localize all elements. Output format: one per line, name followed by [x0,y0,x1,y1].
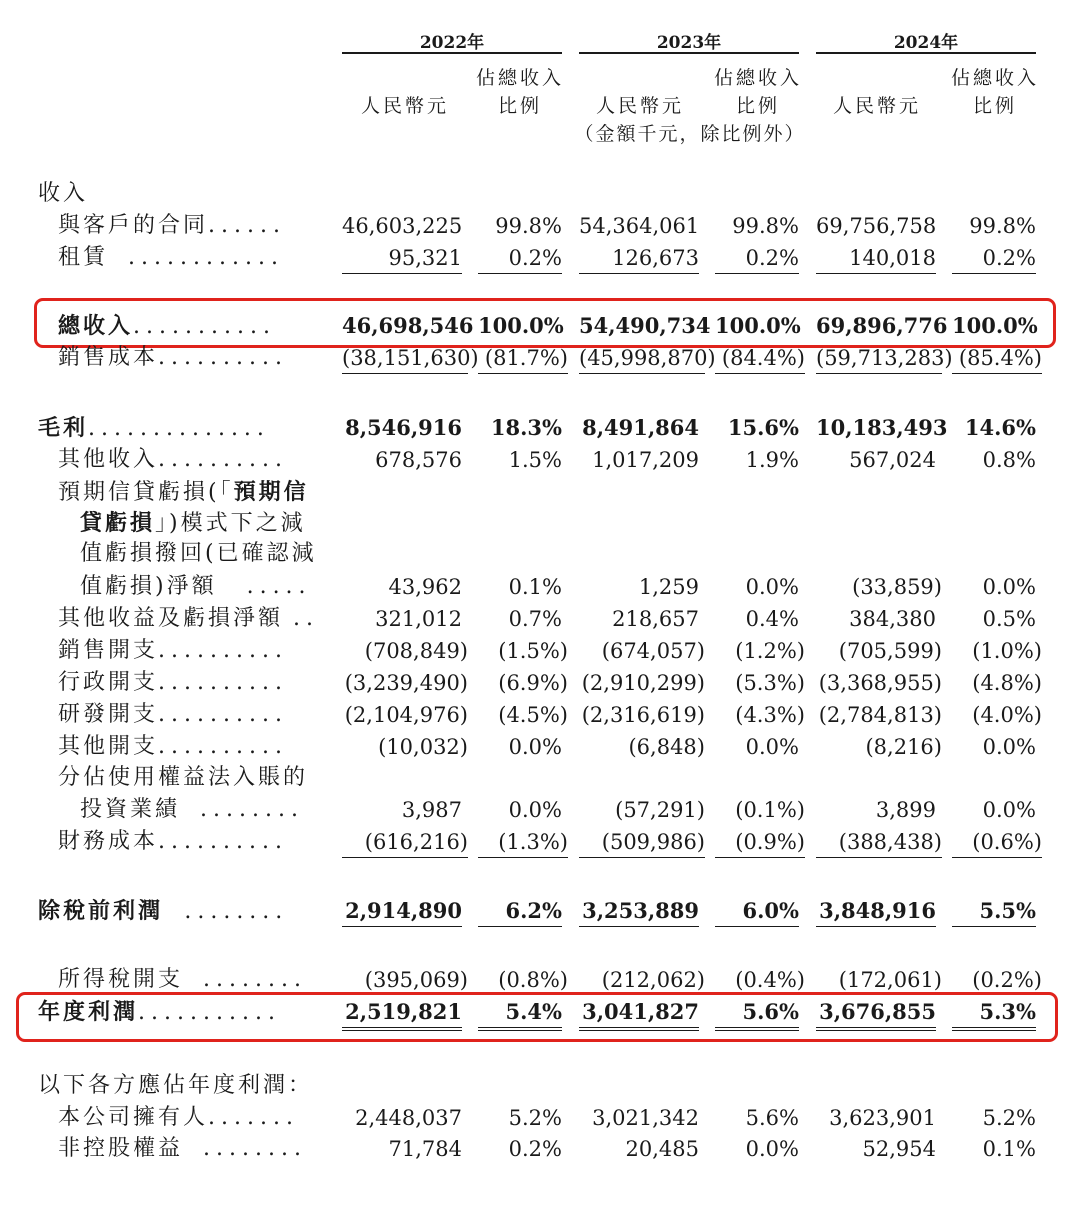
value-2022-amount: 46,698,546 [342,313,474,338]
value-2024-pct: 99.8% [969,214,1036,238]
row-label: 銷售開支.......... [58,638,288,663]
value-2022-pct: 99.8% [495,214,562,238]
table-row [0,1103,1080,1135]
value-2024-amount: 3,623,901 [829,1106,936,1130]
value-2023-pct: 5.6% [745,1106,799,1130]
value-2024-amount: (172,061) [838,968,942,992]
value-2024-pct: (0.6%) [952,827,1042,858]
table-row [0,700,1080,732]
value-2022-amount: (3,239,490) [344,671,468,695]
value-2024-pct: (4.8%) [972,671,1042,695]
row-label: 分佔使用權益法入賬的 [58,765,309,790]
row-label: 毛利.............. [38,415,270,441]
col-header-pct-2022-line2: 比例 [497,95,542,117]
value-2024-amount: (388,438) [816,827,942,858]
value-2024-amount: (33,859) [852,575,942,599]
row-label: 所得稅開支 ........ [58,967,307,992]
value-2022-amount: 8,546,916 [345,415,462,440]
value-2024-amount: (2,784,813) [818,703,942,727]
value-2024-amount: 3,848,916 [816,896,936,927]
value-2023-pct: (0.1%) [735,798,805,822]
value-2022-amount: (395,069) [364,968,468,992]
value-2022-pct: (1.5%) [498,639,568,663]
table-row-label-continued [0,763,1080,795]
value-2023-pct: 100.0% [715,313,801,338]
table-row-profit-before-tax [0,896,1080,928]
value-2024-pct: 14.6% [964,415,1036,440]
value-2022-pct: 1.5% [508,448,562,472]
value-2022-pct: (6.9%) [498,671,568,695]
value-2024-pct: 0.5% [982,607,1036,631]
value-2024-pct: 0.2% [952,243,1036,274]
value-2022-pct: 0.7% [508,607,562,631]
value-2023-amount: 1,017,209 [592,448,699,472]
value-2024-amount: 140,018 [816,243,936,274]
value-2023-amount: 1,259 [638,575,699,599]
highlight-profit-for-year [16,992,1058,1042]
value-2024-pct: 0.1% [982,1137,1036,1161]
col-header-pct-2022-line1: 佔總收入 [475,67,564,89]
value-2023-amount: (2,316,619) [581,703,705,727]
row-label: 行政開支.......... [58,670,288,695]
value-2023-amount: (45,998,870) [579,343,705,374]
row-label: 貸虧損」)模式下之減 [80,510,306,536]
value-2024-pct: 5.5% [952,896,1036,927]
value-2022-pct: 0.0% [508,798,562,822]
value-2024-amount: 3,676,855 [816,997,936,1031]
col-header-amount-2023: 人民幣元 [595,95,684,117]
table-row [0,1134,1080,1166]
row-label: 以下各方應佔年度利潤： [38,1073,314,1098]
highlight-total-revenue [34,298,1056,348]
col-header-pct-2024-line1: 佔總收入 [950,67,1039,89]
value-2023-pct: (4.3%) [735,703,805,727]
value-2022-pct: 0.1% [508,575,562,599]
value-2024-pct: 100.0% [952,313,1038,338]
value-2022-amount: (2,104,976) [344,703,468,727]
row-label: 值虧損撥回(已確認減 [80,541,317,566]
table-row-gross-profit [0,413,1080,445]
value-2022-amount: 46,603,225 [342,214,463,238]
row-label: 預期信貸虧損(「預期信 [58,479,309,505]
value-2023-pct: 0.0% [745,735,799,759]
value-2023-pct: (5.3%) [735,671,805,695]
value-2022-amount: 2,914,890 [342,896,462,927]
value-2024-amount: 384,380 [849,607,936,631]
value-2023-amount: (212,062) [601,968,705,992]
value-2024-amount: 52,954 [862,1137,936,1161]
value-2022-pct: 6.2% [478,896,562,927]
value-2022-amount: 3,987 [401,798,462,822]
value-2023-pct: 15.6% [727,415,799,440]
value-2024-pct: 0.0% [982,798,1036,822]
value-2022-amount: 95,321 [342,243,462,274]
row-label: 年度利潤........... [38,999,281,1025]
value-2023-amount: 20,485 [625,1137,699,1161]
value-2022-pct: 5.2% [508,1106,562,1130]
row-label: 財務成本.......... [58,829,288,854]
table-row [0,243,1080,275]
table-row-revenue-heading [0,179,1080,211]
value-2022-pct: 5.4% [478,997,562,1031]
table-row [0,795,1080,827]
table-row [0,211,1080,243]
table-row [0,827,1080,859]
value-2022-pct: (4.5%) [498,703,568,727]
row-label: 與客戶的合同...... [58,213,286,238]
table-row-label-continued [0,539,1080,571]
row-label: 其他收益及虧損淨額 .. [58,606,320,631]
value-2023-pct: (84.4%) [715,343,805,374]
table-row-label-continued [0,477,1080,509]
value-2023-amount: 3,021,342 [592,1106,699,1130]
table-row [0,572,1080,604]
row-label: 總收入........... [58,313,276,339]
table-row [0,668,1080,700]
value-2023-pct: 5.6% [715,997,799,1031]
value-2023-amount: 126,673 [579,243,699,274]
value-2022-amount: (10,032) [378,735,468,759]
value-2023-amount: 54,364,061 [579,214,700,238]
value-2023-amount: (674,057) [601,639,705,663]
value-2024-amount: 3,899 [875,798,936,822]
value-2022-amount: 43,962 [388,575,462,599]
value-2022-amount: 321,012 [375,607,462,631]
table-row [0,343,1080,375]
value-2024-amount: 567,024 [849,448,936,472]
row-label: 投資業績 ........ [80,797,304,822]
unit-note: （金額千元，除比例外） [574,123,806,145]
value-2022-amount: 2,519,821 [342,997,462,1031]
value-2023-amount: (2,910,299) [581,671,705,695]
value-2024-amount: (8,216) [865,735,942,759]
value-2022-pct: 18.3% [490,415,562,440]
value-2023-pct: 6.0% [715,896,799,927]
year-header-2024: 2024年 [816,28,1036,54]
value-2024-pct: (0.2%) [972,968,1042,992]
row-label: 除稅前利潤 ........ [38,898,289,924]
value-2023-pct: 0.2% [715,243,799,274]
value-2022-amount: (616,216) [342,827,468,858]
value-2024-amount: (59,713,283) [816,343,942,374]
value-2024-pct: 5.3% [952,997,1036,1031]
table-row-label-continued [0,508,1080,540]
value-2022-pct: 0.2% [508,1137,562,1161]
value-2023-pct: (1.2%) [735,639,805,663]
value-2022-amount: (708,849) [364,639,468,663]
table-row [0,732,1080,764]
value-2024-amount: 10,183,493 [816,415,948,440]
table-row-attributable-heading [0,1071,1080,1103]
value-2023-amount: 3,253,889 [579,896,699,927]
value-2024-pct: 0.0% [982,735,1036,759]
value-2024-pct: (1.0%) [972,639,1042,663]
value-2023-pct: 0.0% [745,575,799,599]
value-2024-pct: 0.0% [982,575,1036,599]
value-2024-pct: (85.4%) [952,343,1042,374]
table-row [0,445,1080,477]
col-header-pct-2023-line2: 比例 [735,95,780,117]
value-2024-pct: (4.0%) [972,703,1042,727]
row-label: 值虧損)淨額 ..... [80,574,312,599]
value-2023-pct: 99.8% [732,214,799,238]
col-header-pct-2024-line2: 比例 [972,95,1017,117]
value-2023-amount: 54,490,734 [579,313,711,338]
value-2023-amount: (6,848) [628,735,705,759]
value-2024-amount: 69,756,758 [816,214,937,238]
value-2024-amount: 69,896,776 [816,313,948,338]
value-2023-pct: 1.9% [745,448,799,472]
value-2023-amount: (509,986) [579,827,705,858]
value-2023-amount: (57,291) [615,798,705,822]
col-header-amount-2024: 人民幣元 [832,95,921,117]
value-2023-pct: 0.4% [745,607,799,631]
value-2022-pct: (0.8%) [498,968,568,992]
row-label: 租賃 ............ [58,245,284,270]
value-2023-pct: (0.9%) [715,827,805,858]
value-2022-pct: (81.7%) [478,343,568,374]
table-row [0,636,1080,668]
value-2022-pct: 0.0% [508,735,562,759]
value-2024-amount: (705,599) [838,639,942,663]
value-2022-pct: (1.3%) [478,827,568,858]
value-2024-pct: 5.2% [982,1106,1036,1130]
col-header-pct-2023-line1: 佔總收入 [713,67,802,89]
value-2022-amount: 678,576 [375,448,462,472]
col-header-amount-2022: 人民幣元 [360,95,449,117]
row-label: 本公司擁有人....... [58,1105,299,1130]
year-header-2023: 2023年 [579,28,799,54]
value-2023-pct: 0.0% [745,1137,799,1161]
value-2023-amount: 8,491,864 [582,415,699,440]
row-label: 其他收入.......... [58,447,288,472]
row-label: 非控股權益 ........ [58,1136,307,1161]
row-label: 收入 [38,181,89,206]
row-label: 銷售成本.......... [58,345,288,370]
table-row [0,604,1080,636]
value-2022-amount: 2,448,037 [355,1106,462,1130]
value-2022-amount: (38,151,630) [342,343,468,374]
value-2023-pct: (0.4%) [735,968,805,992]
value-2022-pct: 100.0% [478,313,564,338]
value-2023-amount: 3,041,827 [579,997,699,1031]
year-header-2022: 2022年 [342,28,562,54]
value-2022-amount: 71,784 [388,1137,462,1161]
row-label: 其他開支.......... [58,734,288,759]
value-2023-amount: 218,657 [612,607,699,631]
value-2024-amount: (3,368,955) [818,671,942,695]
value-2022-pct: 0.2% [478,243,562,274]
value-2024-pct: 0.8% [982,448,1036,472]
row-label: 研發開支.......... [58,702,288,727]
